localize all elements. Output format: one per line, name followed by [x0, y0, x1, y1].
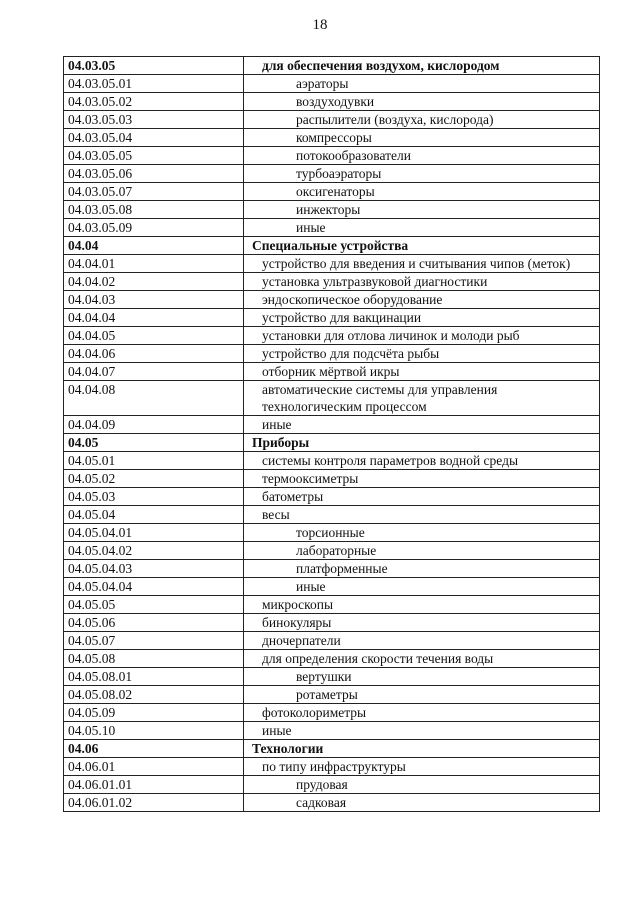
- row-description: турбоаэраторы: [244, 165, 600, 183]
- row-description: иные: [244, 219, 600, 237]
- table-row: [64, 506, 600, 524]
- row-code: 04.05.04.04: [64, 578, 244, 596]
- table-row: [64, 704, 600, 722]
- row-code: 04.06: [64, 740, 244, 758]
- table-row: [64, 722, 600, 740]
- table-row: [64, 237, 600, 255]
- row-description: установка ультразвуковой диагностики: [244, 273, 600, 291]
- row-code: 04.04.06: [64, 345, 244, 363]
- table-row: [64, 255, 600, 273]
- row-description: для определения скорости течения воды: [244, 650, 600, 668]
- row-code: 04.05.03: [64, 488, 244, 506]
- table-row: [64, 219, 600, 237]
- row-code: 04.04.04: [64, 309, 244, 327]
- row-code: 04.03.05.03: [64, 111, 244, 129]
- row-description: платформенные: [244, 560, 600, 578]
- row-code: 04.05.08.01: [64, 668, 244, 686]
- row-description: аэраторы: [244, 75, 600, 93]
- row-code: 04.05.02: [64, 470, 244, 488]
- table-row: [64, 57, 600, 75]
- table-row: [64, 740, 600, 758]
- row-code: 04.05.05: [64, 596, 244, 614]
- table-row: [64, 201, 600, 219]
- row-description: устройство для подсчёта рыбы: [244, 345, 600, 363]
- row-description: распылители (воздуха, кислорода): [244, 111, 600, 129]
- classifier-table-body: [64, 57, 600, 812]
- row-description: инжекторы: [244, 201, 600, 219]
- row-description: ротаметры: [244, 686, 600, 704]
- classifier-table: [63, 56, 600, 812]
- table-row: [64, 686, 600, 704]
- row-code: 04.05.04.02: [64, 542, 244, 560]
- row-code: 04.05.04: [64, 506, 244, 524]
- table-row: [64, 183, 600, 201]
- row-description: эндоскопическое оборудование: [244, 291, 600, 309]
- page-number: 18: [312, 17, 328, 33]
- table-row: [64, 111, 600, 129]
- row-description: торсионные: [244, 524, 600, 542]
- row-description: батометры: [244, 488, 600, 506]
- row-description: воздуходувки: [244, 93, 600, 111]
- row-code: 04.03.05.04: [64, 129, 244, 147]
- row-description: установки для отлова личинок и молоди рыб: [244, 327, 600, 345]
- row-code: 04.04.01: [64, 255, 244, 273]
- table-row: [64, 542, 600, 560]
- row-description: компрессоры: [244, 129, 600, 147]
- row-description: весы: [244, 506, 600, 524]
- table-row: [64, 668, 600, 686]
- row-code: 04.04.05: [64, 327, 244, 345]
- row-description: потокообразователи: [244, 147, 600, 165]
- row-code: 04.04.07: [64, 363, 244, 381]
- row-code: 04.05.08: [64, 650, 244, 668]
- row-code: 04.06.01.02: [64, 794, 244, 812]
- row-code: 04.05.10: [64, 722, 244, 740]
- table-row: [64, 596, 600, 614]
- row-description: устройство для вакцинации: [244, 309, 600, 327]
- table-row: [64, 452, 600, 470]
- row-code: 04.05.07: [64, 632, 244, 650]
- table-row: [64, 363, 600, 381]
- table-row: [64, 309, 600, 327]
- table-row: [64, 75, 600, 93]
- row-description: микроскопы: [244, 596, 600, 614]
- table-row: [64, 794, 600, 812]
- row-description: оксигенаторы: [244, 183, 600, 201]
- row-description: прудовая: [244, 776, 600, 794]
- row-code: 04.05.04.03: [64, 560, 244, 578]
- table-row: [64, 488, 600, 506]
- row-code: 04.03.05.02: [64, 93, 244, 111]
- row-description: устройство для введения и считывания чипов (меток): [244, 255, 600, 273]
- row-description: вертушки: [244, 668, 600, 686]
- table-row: [64, 129, 600, 147]
- row-code: 04.03.05.01: [64, 75, 244, 93]
- row-code: 04.03.05.08: [64, 201, 244, 219]
- table-row: [64, 560, 600, 578]
- row-code: 04.04.02: [64, 273, 244, 291]
- row-code: 04.05.06: [64, 614, 244, 632]
- row-description: автоматические системы для управления технологическим процессом: [244, 381, 600, 416]
- table-row: [64, 381, 600, 416]
- table-row: [64, 650, 600, 668]
- row-code: 04.06.01: [64, 758, 244, 776]
- row-description: иные: [244, 722, 600, 740]
- row-description: для обеспечения воздухом, кислородом: [244, 57, 600, 75]
- row-code: 04.03.05.06: [64, 165, 244, 183]
- row-code: 04.03.05.05: [64, 147, 244, 165]
- row-description: садковая: [244, 794, 600, 812]
- row-description: Приборы: [244, 434, 600, 452]
- row-description: фотоколориметры: [244, 704, 600, 722]
- row-description: термооксиметры: [244, 470, 600, 488]
- row-description: дночерпатели: [244, 632, 600, 650]
- table-row: [64, 93, 600, 111]
- table-row: [64, 758, 600, 776]
- row-code: 04.05.01: [64, 452, 244, 470]
- table-row: [64, 291, 600, 309]
- row-code: 04.03.05: [64, 57, 244, 75]
- table-row: [64, 470, 600, 488]
- table-row: [64, 578, 600, 596]
- row-description: отборник мёртвой икры: [244, 363, 600, 381]
- table-row: [64, 524, 600, 542]
- row-code: 04.05.04.01: [64, 524, 244, 542]
- row-description: иные: [244, 578, 600, 596]
- row-code: 04.05.09: [64, 704, 244, 722]
- table-row: [64, 345, 600, 363]
- row-code: 04.06.01.01: [64, 776, 244, 794]
- row-code: 04.04.03: [64, 291, 244, 309]
- row-code: 04.05.08.02: [64, 686, 244, 704]
- table-row: [64, 416, 600, 434]
- table-row: [64, 147, 600, 165]
- row-description: иные: [244, 416, 600, 434]
- row-description: Специальные устройства: [244, 237, 600, 255]
- table-row: [64, 165, 600, 183]
- row-code: 04.03.05.07: [64, 183, 244, 201]
- row-code: 04.04.08: [64, 381, 244, 416]
- row-description: лабораторные: [244, 542, 600, 560]
- table-row: [64, 776, 600, 794]
- table-row: [64, 632, 600, 650]
- table-row: [64, 434, 600, 452]
- row-code: 04.04: [64, 237, 244, 255]
- row-description: бинокуляры: [244, 614, 600, 632]
- row-description: системы контроля параметров водной среды: [244, 452, 600, 470]
- table-row: [64, 273, 600, 291]
- table-row: [64, 327, 600, 345]
- row-code: 04.04.09: [64, 416, 244, 434]
- row-code: 04.05: [64, 434, 244, 452]
- table-row: [64, 614, 600, 632]
- row-code: 04.03.05.09: [64, 219, 244, 237]
- row-description: Технологии: [244, 740, 600, 758]
- row-description: по типу инфраструктуры: [244, 758, 600, 776]
